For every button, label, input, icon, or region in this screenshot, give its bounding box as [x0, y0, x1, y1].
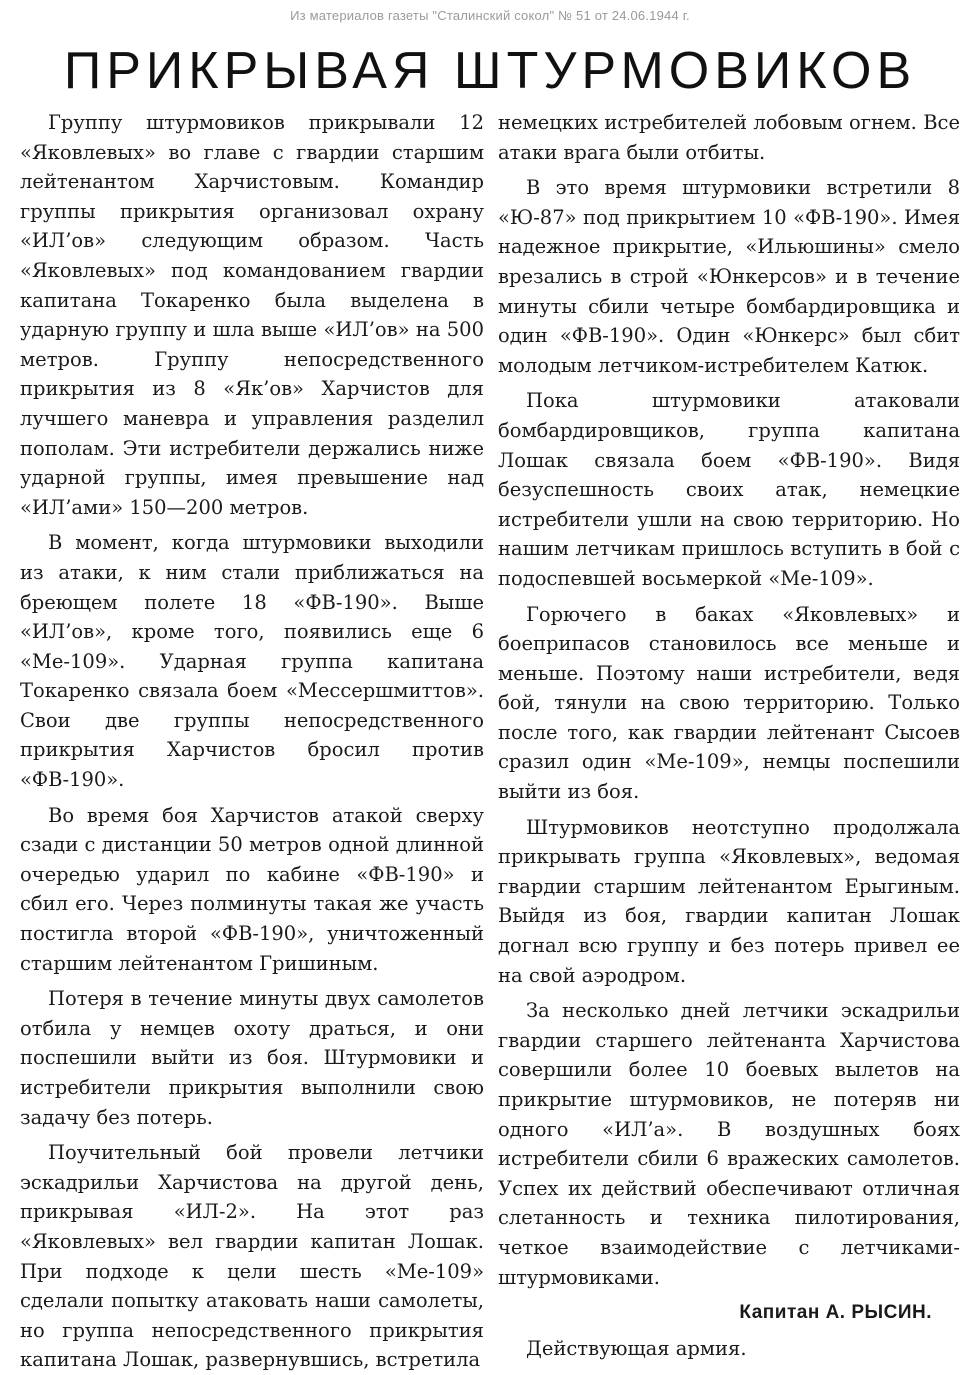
- paragraph: За несколько дней летчики эскадрильи гвардии старшего лейтенанта Харчистова совершили более 10 боевых вылетов на прикрытие штурмовиков, не потеряв ни одного «ИЛ’а». В воздушных боях истребители сбили 6 вражеских самолетов. Успех их действий обеспечивают отличная слетанность и техника пилотирования, четкое взаимодействие с летчиками-штурмовиками.: [498, 999, 960, 1289]
- paragraph: Во время боя Харчистов атакой сверху сзади с дистанции 50 метров одной длинной очередью ударил по кабине «ФВ-190» и сбил его. Через полминуты такая же участь постигла второй «ФВ-190», уничтоженный старшим лейтенантом Гришиным.: [20, 803, 484, 975]
- paragraph: Штурмовиков неотступно продолжала прикрывать группа «Яковлевых», ведомая гвардии старшим лейтенантом Ерыгиным. Выйдя из боя, гвардии капитан Лошак догнал всю группу и без потерь привел ее на свой аэродром.: [498, 815, 960, 987]
- source-caption: Из материалов газеты "Сталинский сокол" № 51 от 24.06.1944 г.: [290, 8, 690, 23]
- paragraph-continuation: немецких истребителей лобовым огнем. Все атаки врага были отбиты.: [498, 111, 960, 164]
- right-column: [498, 108, 960, 1363]
- paragraph: Поучительный бой провели летчики эскадрильи Харчистова на другой день, прикрывая «ИЛ-2». На этот раз «Яковлевых» вел гвардии капитан Лошак. При подходе к цели шесть «Ме-109» сделали попытку атаковать наши самолеты, но группа непосредственного прикрытия капитана Лошак, развернувшись, встретила: [20, 1141, 484, 1372]
- paragraph: Горючего в баках «Яковлевых» и боеприпасов становилось все меньше и меньше. Поэтому наши истребители, ведя бой, тянули на свою территорию. Только после того, как гвардии лейтенант Сысоев сразил один «Ме-109», немцы поспешили выйти из боя.: [498, 602, 960, 804]
- author-signature: Капитан А. РЫСИН.: [739, 1302, 932, 1324]
- paragraph: Пока штурмовики атаковали бомбардировщиков, группа капитана Лошак связала боем «ФВ-190». Видя безуспешность своих атак, немецкие истребители ушли на свою территорию. Но нашим летчикам пришлось вступить в бой с подоспевшей восьмеркой «Ме-109».: [498, 389, 960, 590]
- paragraph: В это время штурмовики встретили 8 «Ю-87» под прикрытием 10 «ФВ-190». Имея надежное прикрытие, «Ильюшины» смело врезались в строй «Юнкерсов» и в течение минуты сбили четыре бомбардировщика и один «ФВ-190». Один «Юнкерс» был сбит молодым летчиком-истребителем Катюк.: [498, 176, 960, 377]
- dateline: Действующая армия.: [526, 1336, 747, 1360]
- headline: ПРИКРЫВАЯ ШТУРМОВИКОВ: [63, 42, 917, 100]
- left-column: [20, 108, 484, 1375]
- paragraph: В момент, когда штурмовики выходили из атаки, к ним стали приближаться на бреющем полете 18 «ФВ-190». Выше «ИЛ’ов», кроме того, появились еще 6 «Ме-109». Ударная группа капитана Токаренко связала боем «Мессершмиттов». Свои две группы непосредственного прикрытия Харчистов бросил против «ФВ-190».: [20, 531, 484, 792]
- paragraph: Группу штурмовиков прикрывали 12 «Яковлевых» во главе с гвардии старшим лейтенантом Харчистовым. Командир группы прикрытия организовал охрану «ИЛ’ов» следующим образом. Часть «Яковлевых» под командованием гвардии капитана Токаренко была выделена в ударную группу и шла выше «ИЛ’ов» на 500 метров. Группу непосредственного прикрытия из 8 «Як’ов» Харчистов для лучшего маневра и управления разделил пополам. Эти истребители держались ниже ударной группы, имея превышение над «ИЛ’ами» 150—200 метров.: [20, 111, 484, 519]
- paragraph: Потеря в течение минуты двух самолетов отбила у немцев охоту драться, и они поспешили выйти из боя. Штурмовики и истребители прикрытия выполнили свою задачу без потерь.: [20, 987, 484, 1129]
